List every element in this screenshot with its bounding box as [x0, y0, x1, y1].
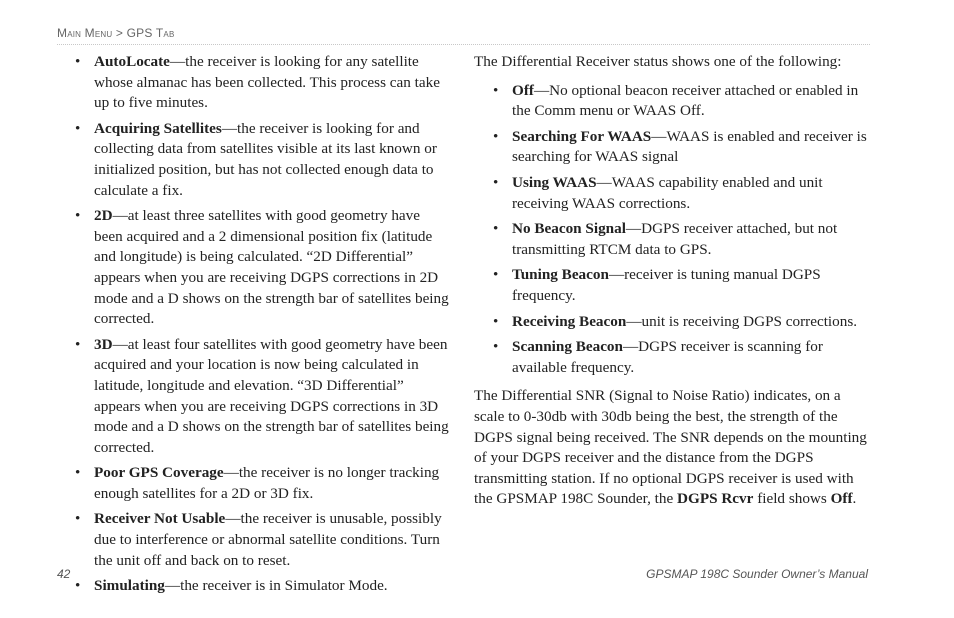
- term: AutoLocate: [94, 53, 170, 70]
- snr-middle: field shows: [753, 490, 831, 508]
- term: Tuning Beacon: [512, 266, 609, 284]
- breadcrumb-main-menu: Main Menu: [57, 26, 113, 40]
- manual-title: GPSMAP 198C Sounder Owner’s Manual: [646, 567, 868, 581]
- list-item: [493, 312, 874, 333]
- list-item: [493, 265, 874, 306]
- term: 2D: [94, 207, 113, 225]
- list-item: [75, 206, 450, 330]
- term: Off: [512, 81, 534, 99]
- term: Using WAAS: [512, 173, 597, 191]
- list-item: [493, 81, 874, 122]
- snr-text: The Differential SNR (Signal to Noise Ratio) indicates, on a scale to 0-30db with 30db being the best, the strength of the DGPS signal being received. The SNR depends on the mounting of your DGPS receiver and the distance from the DGPS transmitting station. If no optional DGPS receiver is used with the GPSMAP 198C Sounder, the: [474, 387, 867, 508]
- term: Scanning Beacon: [512, 338, 623, 356]
- list-item: [75, 463, 450, 504]
- term: Searching For WAAS: [512, 127, 652, 145]
- list-item: [493, 219, 874, 260]
- right-column: [474, 52, 874, 510]
- list-item: [493, 127, 874, 168]
- dgps-rcvr-field: DGPS Rcvr: [677, 490, 754, 508]
- term: No Beacon Signal: [512, 220, 626, 238]
- list-item: [75, 335, 450, 459]
- list-item: [75, 119, 450, 201]
- term: 3D: [94, 335, 113, 353]
- snr-end: .: [852, 490, 857, 508]
- off-value: Off: [830, 490, 853, 508]
- term: Simulating: [94, 577, 165, 595]
- term: Receiving Beacon: [512, 312, 627, 330]
- term: Poor GPS Coverage: [94, 464, 224, 482]
- description: —WAAS is enabled and receiver is searching for WAAS signal: [512, 127, 867, 166]
- description: —unit is receiving DGPS corrections.: [626, 312, 858, 330]
- differential-intro: The Differential Receiver status shows one of the following:: [474, 53, 842, 70]
- list-item: [493, 337, 874, 378]
- list-item: [493, 173, 874, 214]
- description: —DGPS receiver attached, but not transmitting RTCM data to GPS.: [512, 220, 838, 258]
- description: —the receiver is unusable, possibly due to interference or abnormal satellite conditions. Turn the unit off and back on to reset.: [94, 510, 442, 569]
- description: —the receiver is looking for any satellite whose almanac has been collected. This process can take up to five minutes.: [94, 53, 440, 112]
- description: —DGPS receiver is scanning for available frequency.: [512, 338, 823, 376]
- receiver-status-list: [75, 52, 450, 597]
- list-item: [75, 576, 450, 597]
- differential-status-list: [474, 81, 874, 379]
- description: —the receiver is no longer tracking enough satellites for a 2D or 3D fix.: [94, 464, 440, 502]
- description: —No optional beacon receiver attached or enabled in the Comm menu or WAAS Off.: [512, 81, 859, 120]
- left-column: [75, 52, 450, 602]
- description: —WAAS capability enabled and unit receiving WAAS corrections.: [512, 173, 823, 212]
- description: —the receiver is looking for and collecting data from satellites visible at its last known or initialized position, but has not collected enough data to calculate a fix.: [94, 119, 437, 199]
- term: Acquiring Satellites: [94, 119, 222, 137]
- term: Receiver Not Usable: [94, 510, 226, 528]
- list-item: [75, 509, 450, 571]
- description: —at least four satellites with good geometry have been acquired and your location is now being calculated in latitude, longitude and elevation. “3D Differential” appears when you are receiving DGPS corrections in 3D mode and a D shows on the strength bar of satellites being corrected.: [94, 335, 449, 456]
- breadcrumb-separator: >: [112, 26, 127, 40]
- description: —receiver is tuning manual DGPS frequency.: [512, 266, 821, 304]
- breadcrumb-gps-tab: GPS Tab: [126, 26, 175, 40]
- breadcrumb: [57, 26, 870, 45]
- page-number: 42: [57, 567, 71, 581]
- description: —the receiver is in Simulator Mode.: [164, 577, 388, 595]
- list-item: [75, 52, 450, 114]
- snr-paragraph: [474, 386, 874, 510]
- description: —at least three satellites with good geometry have been acquired and a 2 dimensional position fix (latitude and longitude) is being calculated. “2D Differential” appears when you are receiving DGPS corrections in 2D mode and a D shows on the strength bar of satellites being corrected.: [94, 207, 449, 328]
